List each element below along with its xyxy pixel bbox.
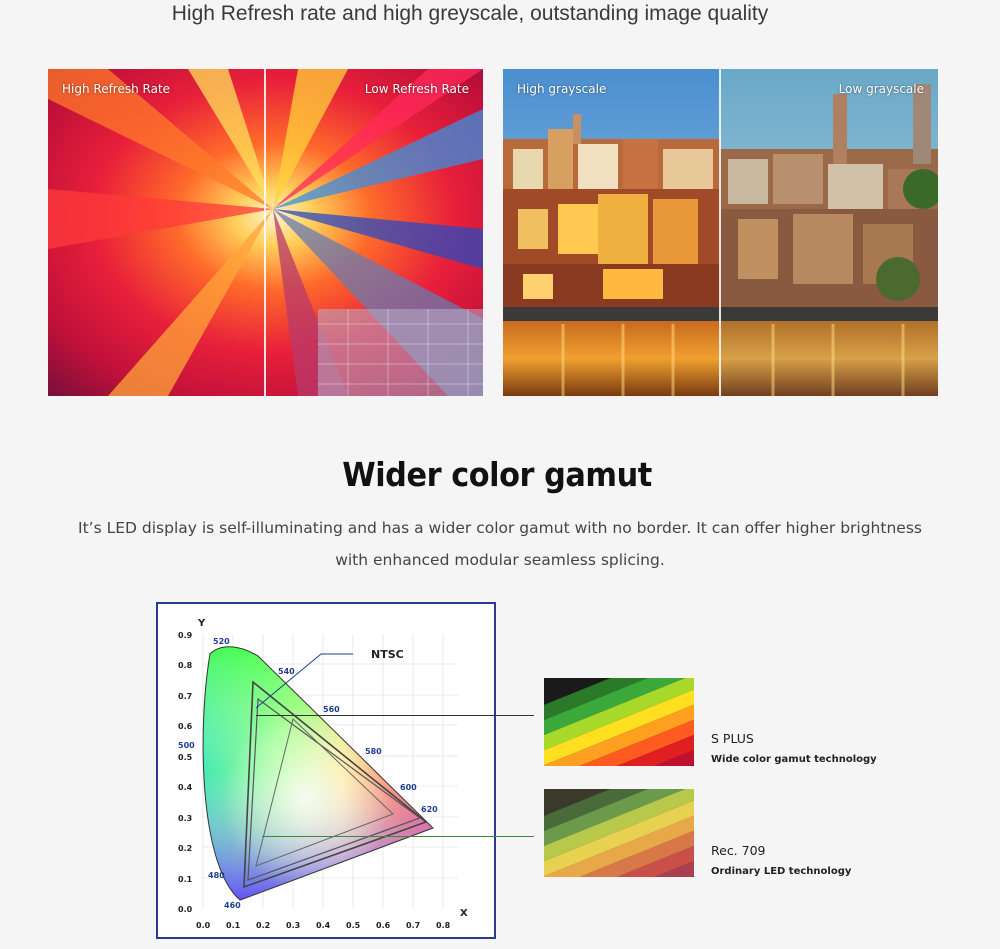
comparison-divider [719, 69, 721, 396]
wavelength-label: 520 [213, 637, 230, 646]
low-refresh-rate-label: Low Refresh Rate [364, 82, 469, 96]
gamut-description [60, 512, 940, 576]
wavelength-label: 460 [224, 901, 241, 910]
s-plus-subtitle: Wide color gamut technology [711, 754, 877, 765]
y-tick: 0.6 [178, 722, 193, 731]
rec709-color-swatch [544, 789, 694, 877]
y-tick: 0.1 [178, 875, 193, 884]
y-tick: 0.0 [178, 905, 193, 914]
rec709-connector-line [262, 836, 534, 837]
y-tick: 0.5 [178, 753, 193, 762]
ntsc-callout: NTSC [371, 648, 404, 661]
cie-chromaticity-diagram [156, 602, 496, 939]
low-grayscale-label: Low grayscale [838, 82, 924, 96]
y-tick: 0.9 [178, 631, 193, 640]
y-axis-label: Y [198, 618, 206, 629]
section-title-image-quality: High Refresh rate and high greyscale, outstanding image quality [171, 2, 769, 25]
comparison-divider [264, 69, 266, 396]
wavelength-label: 580 [365, 747, 382, 756]
y-tick: 0.2 [178, 844, 193, 853]
high-refresh-rate-label: High Refresh Rate [62, 82, 171, 96]
wavelength-label: 560 [323, 705, 340, 714]
x-tick: 0.8 [436, 921, 451, 930]
grayscale-comparison-image [503, 69, 938, 396]
gamut-description-line-1: It’s LED display is self-illuminating and has a wider color gamut with no border. It can offer higher brightness [78, 519, 922, 537]
x-tick: 0.1 [226, 921, 241, 930]
wavelength-label: 480 [208, 871, 225, 880]
rec709-subtitle: Ordinary LED technology [711, 866, 852, 877]
s-plus-title: S PLUS [711, 731, 754, 746]
wavelength-label: 540 [278, 667, 295, 676]
gamut-description-line-2: with enhanced modular seamless splicing. [335, 551, 665, 569]
y-tick: 0.8 [178, 661, 193, 670]
s-plus-connector-line [256, 715, 534, 716]
x-tick: 0.5 [346, 921, 361, 930]
wavelength-label: 600 [400, 783, 417, 792]
wavelength-label: 500 [178, 741, 195, 750]
y-tick: 0.3 [178, 814, 193, 823]
s-plus-color-swatch [544, 678, 694, 766]
y-tick: 0.7 [178, 692, 193, 701]
high-grayscale-label: High grayscale [517, 82, 607, 96]
refresh-rate-comparison-image [48, 69, 483, 396]
gamut-heading: Wider color gamut [342, 455, 652, 494]
x-tick: 0.3 [286, 921, 301, 930]
x-tick: 0.2 [256, 921, 271, 930]
x-tick: 0.6 [376, 921, 391, 930]
y-tick: 0.4 [178, 783, 193, 792]
x-tick: 0.0 [196, 921, 211, 930]
rec709-title: Rec. 709 [711, 843, 766, 858]
wavelength-label: 620 [421, 805, 438, 814]
x-axis-label: X [460, 908, 468, 919]
x-tick: 0.7 [406, 921, 421, 930]
x-tick: 0.4 [316, 921, 331, 930]
